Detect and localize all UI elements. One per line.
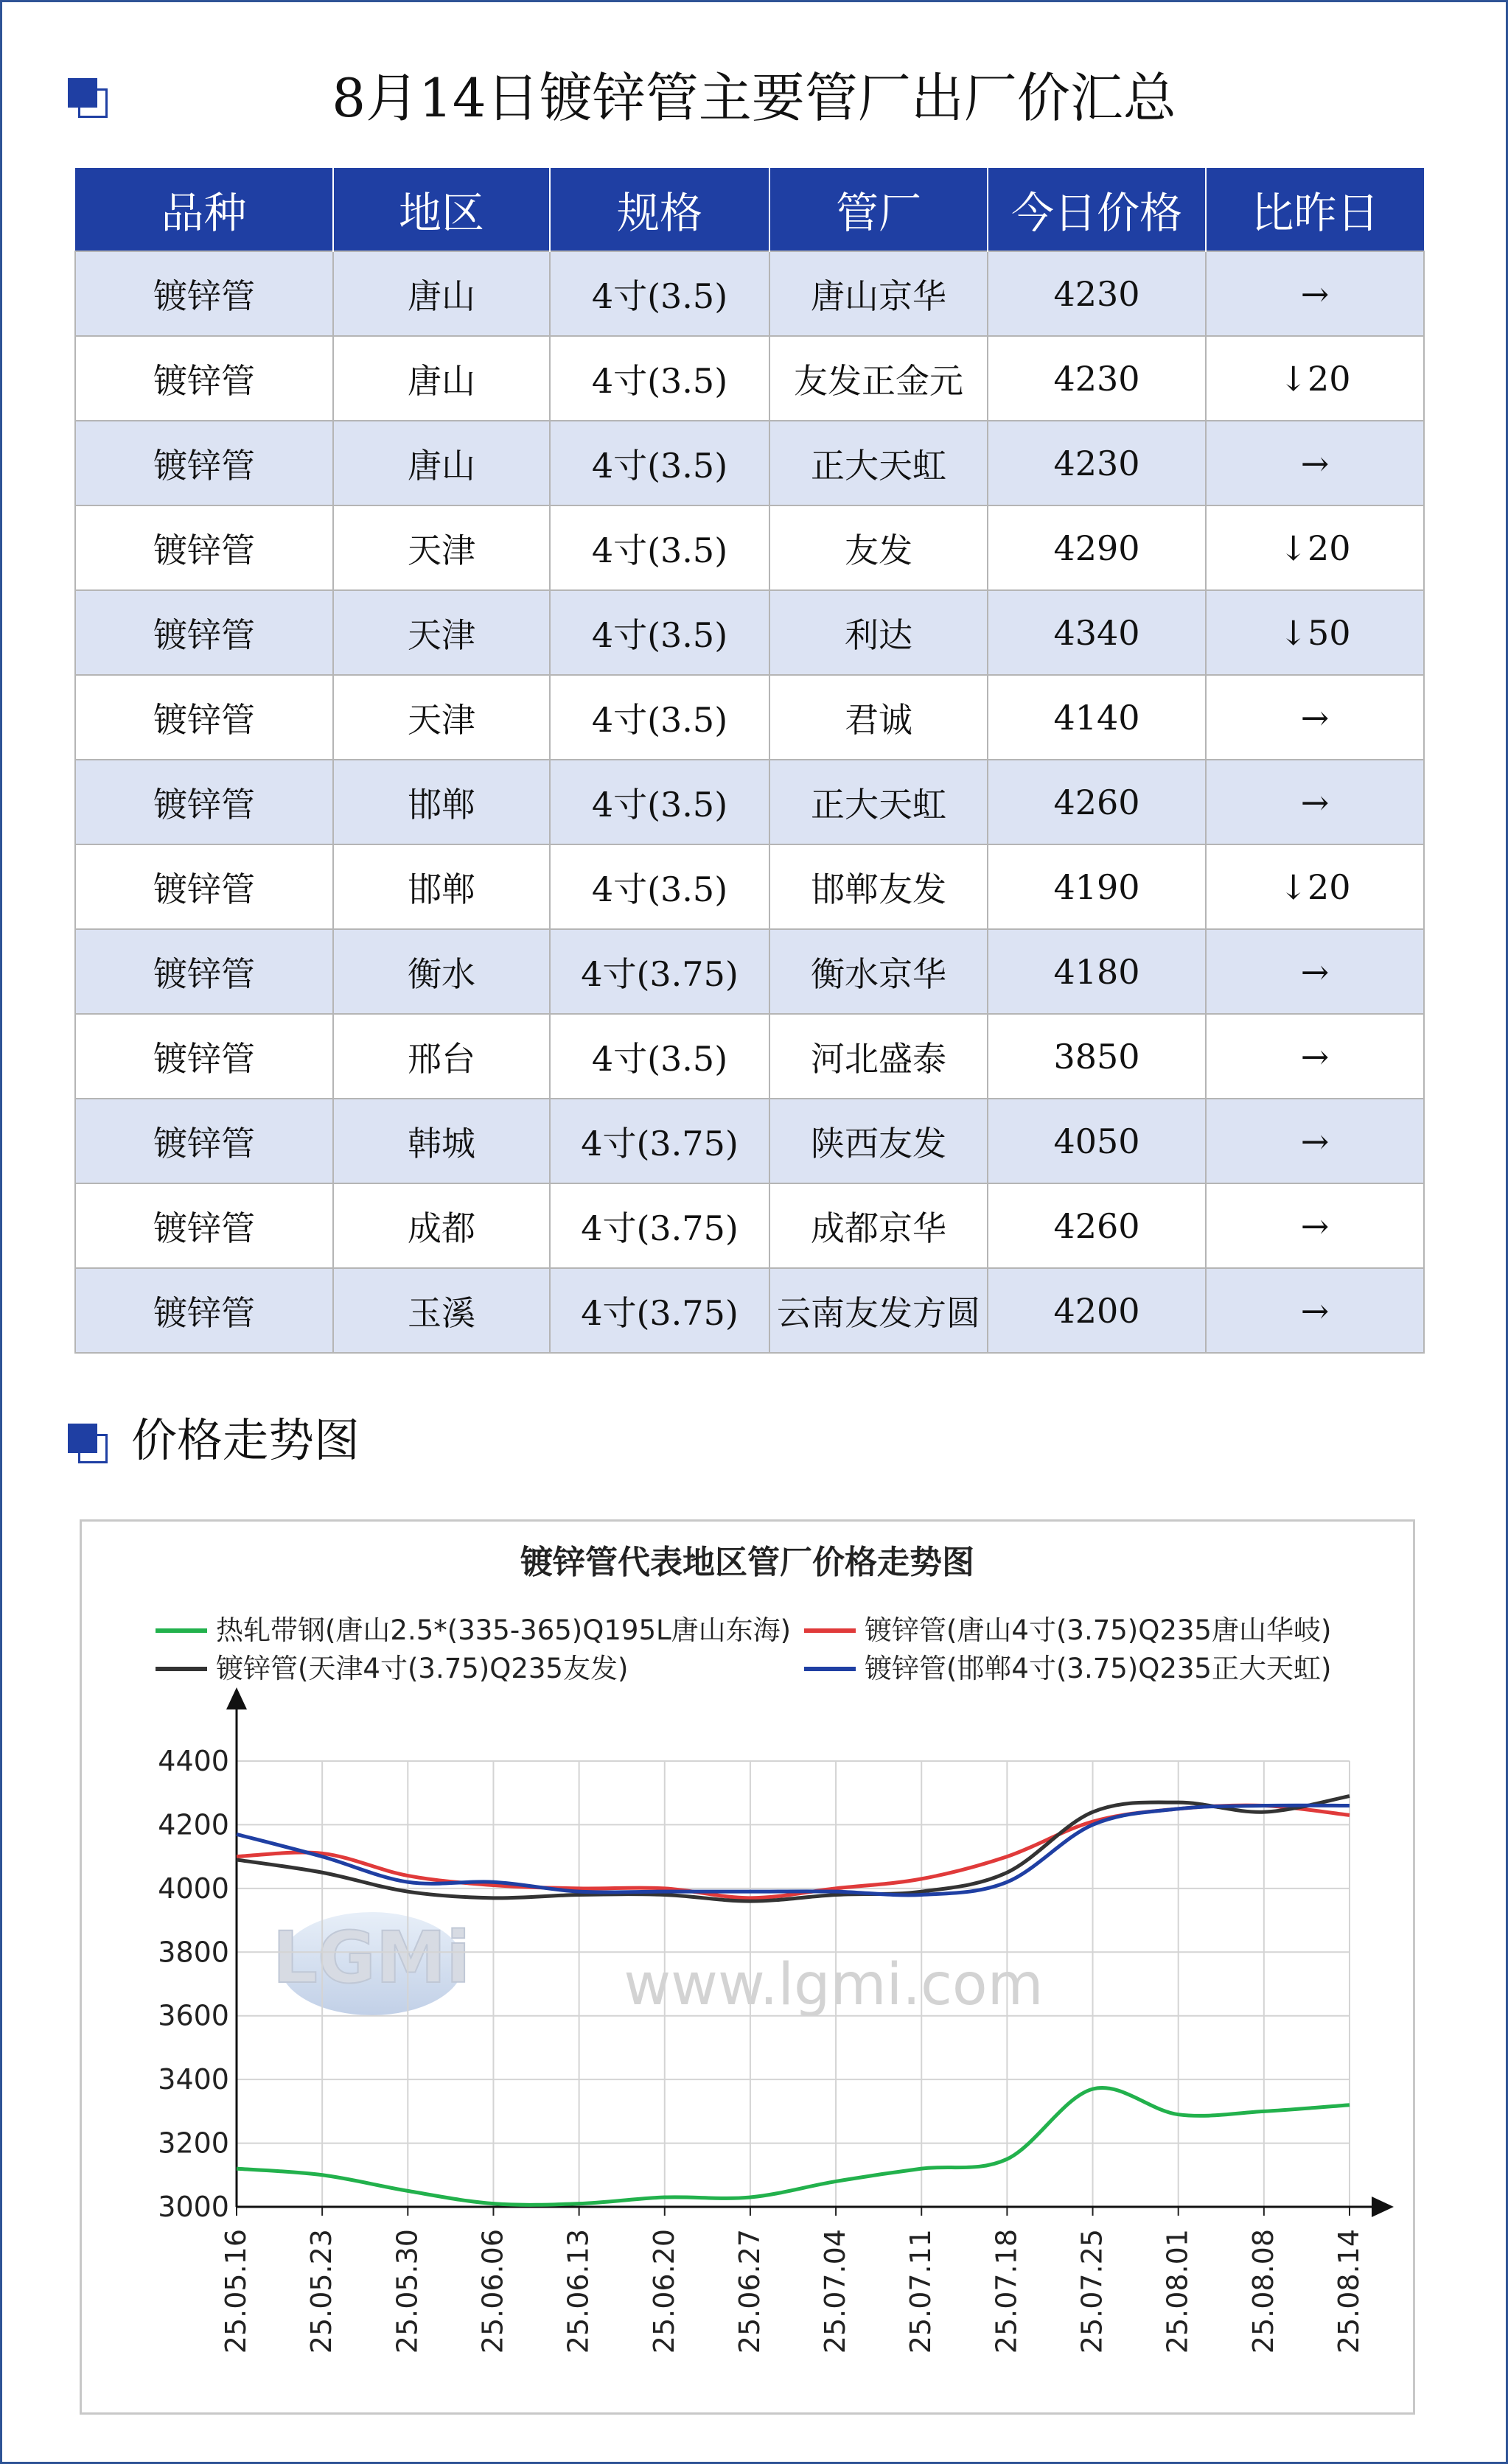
cell-variety: 镀锌管 — [75, 505, 333, 590]
legend-label: 热轧带钢(唐山2.5*(335-365)Q195L唐山东海) — [216, 1614, 792, 1646]
cell-change: ↓50 — [1206, 590, 1424, 675]
legend-label: 镀锌管(邯郸4寸(3.75)Q235正大天虹) — [865, 1653, 1332, 1684]
y-tick-label: 3000 — [158, 2191, 229, 2223]
data-point — [749, 1897, 752, 1900]
cell-region: 邢台 — [333, 1014, 550, 1099]
table-row — [75, 505, 1424, 590]
column-header-change: 比昨日 — [1206, 168, 1424, 251]
data-point — [1005, 1855, 1008, 1858]
data-point — [663, 1890, 666, 1893]
data-point — [1263, 1810, 1266, 1813]
data-point — [1005, 1871, 1008, 1874]
table-row — [75, 760, 1424, 844]
watermark-logo: LGMi — [272, 1917, 471, 1999]
data-point — [1092, 1823, 1095, 1826]
data-point — [1263, 1805, 1266, 1807]
x-tick-label: 25.06.20 — [647, 2229, 680, 2354]
series-line-3 — [237, 1805, 1350, 1895]
series-line-1 — [237, 1805, 1350, 1898]
x-tick-label: 25.07.04 — [819, 2229, 852, 2354]
legend-label: 镀锌管(唐山4寸(3.75)Q235唐山华岐) — [865, 1614, 1332, 1646]
data-point — [1348, 1813, 1351, 1816]
cell-variety: 镀锌管 — [75, 336, 333, 421]
cell-mill: 君诚 — [769, 675, 988, 760]
data-point — [321, 1855, 324, 1858]
chart-legend — [156, 1614, 1331, 1684]
x-tick-label: 25.08.14 — [1333, 2229, 1365, 2354]
cell-mill: 邯郸友发 — [769, 844, 988, 929]
cell-spec: 4寸(3.75) — [550, 929, 769, 1014]
cell-mill: 河北盛泰 — [769, 1014, 988, 1099]
cell-variety: 镀锌管 — [75, 1268, 333, 1353]
data-point — [235, 1855, 238, 1858]
cell-change: ↓20 — [1206, 505, 1424, 590]
y-axis-arrow-icon — [226, 1687, 247, 1709]
data-point — [749, 1890, 752, 1893]
series-line-2 — [237, 1796, 1350, 1902]
cell-price: 4340 — [988, 590, 1206, 675]
cell-price: 4230 — [988, 336, 1206, 421]
cell-change: → — [1206, 760, 1424, 844]
cell-spec: 4寸(3.5) — [550, 590, 769, 675]
data-point — [578, 2202, 581, 2205]
data-point — [749, 2196, 752, 2199]
cell-region: 成都 — [333, 1183, 550, 1268]
y-tick-label: 3400 — [158, 2063, 229, 2096]
x-tick-label: 25.07.25 — [1075, 2229, 1109, 2354]
cell-region: 唐山 — [333, 421, 550, 505]
cell-variety: 镀锌管 — [75, 844, 333, 929]
cell-spec: 4寸(3.5) — [550, 844, 769, 929]
x-tick-label: 25.06.06 — [476, 2229, 509, 2354]
column-header-variety: 品种 — [75, 168, 333, 251]
cell-mill: 友发正金元 — [769, 336, 988, 421]
data-point — [1092, 1810, 1095, 1813]
cell-spec: 4寸(3.5) — [550, 675, 769, 760]
data-point — [663, 1894, 666, 1897]
data-point — [492, 2202, 495, 2205]
series-line-0 — [237, 2087, 1350, 2205]
y-tick-label: 4200 — [158, 1808, 229, 1841]
cell-price: 4140 — [988, 675, 1206, 760]
table-row — [75, 1014, 1424, 1099]
data-point — [1092, 2087, 1095, 2090]
data-point — [1348, 1795, 1351, 1798]
data-point — [492, 1880, 495, 1883]
cell-variety: 镀锌管 — [75, 421, 333, 505]
cell-region: 天津 — [333, 590, 550, 675]
data-point — [1348, 2104, 1351, 2107]
cell-price: 4230 — [988, 421, 1206, 505]
y-tick-label: 4400 — [158, 1745, 229, 1777]
data-point — [321, 2174, 324, 2177]
table-row — [75, 929, 1424, 1014]
column-header-region: 地区 — [333, 168, 550, 251]
table-row — [75, 590, 1424, 675]
cell-change: → — [1206, 1268, 1424, 1353]
data-point — [834, 1890, 837, 1893]
cell-mill: 正大天虹 — [769, 760, 988, 844]
column-header-spec: 规格 — [550, 168, 769, 251]
cell-region: 玉溪 — [333, 1268, 550, 1353]
cell-spec: 4寸(3.75) — [550, 1099, 769, 1183]
cell-variety: 镀锌管 — [75, 251, 333, 336]
trend-chart — [82, 1522, 1413, 2412]
data-point — [578, 1894, 581, 1897]
data-point — [920, 1890, 923, 1893]
cell-price: 4260 — [988, 1183, 1206, 1268]
cell-mill: 衡水京华 — [769, 929, 988, 1014]
legend-label: 镀锌管(天津4寸(3.75)Q235友发) — [216, 1653, 629, 1684]
table-row — [75, 1099, 1424, 1183]
cell-spec: 4寸(3.5) — [550, 336, 769, 421]
cell-variety: 镀锌管 — [75, 760, 333, 844]
table-row — [75, 336, 1424, 421]
chart-ticks — [158, 1745, 1365, 2353]
data-point — [1005, 2157, 1008, 2160]
x-tick-label: 25.07.18 — [990, 2229, 1023, 2354]
data-point — [1177, 1801, 1180, 1804]
data-point — [406, 2189, 409, 2192]
cell-mill: 成都京华 — [769, 1183, 988, 1268]
x-tick-label: 25.06.27 — [733, 2229, 766, 2354]
table-row — [75, 675, 1424, 760]
cell-change: → — [1206, 421, 1424, 505]
data-point — [1177, 1807, 1180, 1810]
cell-mill: 利达 — [769, 590, 988, 675]
cell-variety: 镀锌管 — [75, 1099, 333, 1183]
data-point — [578, 1887, 581, 1890]
cell-region: 天津 — [333, 505, 550, 590]
cell-mill: 云南友发方圆 — [769, 1268, 988, 1353]
cell-change: → — [1206, 675, 1424, 760]
page-title: 8月14日镀锌管主要管厂出厂价汇总 — [332, 67, 1176, 129]
cell-mill: 友发 — [769, 505, 988, 590]
cell-spec: 4寸(3.75) — [550, 1268, 769, 1353]
cell-mill: 唐山京华 — [769, 251, 988, 336]
table-row — [75, 844, 1424, 929]
trend-chart-panel — [80, 1519, 1415, 2415]
cell-variety: 镀锌管 — [75, 675, 333, 760]
cell-region: 韩城 — [333, 1099, 550, 1183]
trend-section-title: 价格走势图 — [131, 1413, 360, 1467]
data-point — [235, 1858, 238, 1861]
cell-spec: 4寸(3.5) — [550, 421, 769, 505]
cell-region: 唐山 — [333, 336, 550, 421]
cell-spec: 4寸(3.5) — [550, 505, 769, 590]
cell-change: → — [1206, 1014, 1424, 1099]
data-point — [321, 1871, 324, 1874]
x-axis-arrow-icon — [1372, 2197, 1394, 2217]
column-header-price: 今日价格 — [988, 168, 1206, 251]
table-row — [75, 421, 1424, 505]
x-tick-label: 25.05.23 — [305, 2229, 338, 2354]
cell-change: → — [1206, 929, 1424, 1014]
data-point — [235, 1833, 238, 1835]
cell-mill: 正大天虹 — [769, 421, 988, 505]
cell-price: 4190 — [988, 844, 1206, 929]
y-tick-label: 3800 — [158, 1936, 229, 1969]
y-tick-label: 3200 — [158, 2127, 229, 2160]
data-point — [1263, 2110, 1266, 2113]
cell-spec: 4寸(3.5) — [550, 1014, 769, 1099]
cell-variety: 镀锌管 — [75, 929, 333, 1014]
data-point — [920, 1877, 923, 1880]
cell-region: 天津 — [333, 675, 550, 760]
data-point — [406, 1890, 409, 1893]
data-point — [406, 1880, 409, 1883]
data-point — [492, 1897, 495, 1900]
cell-price: 4200 — [988, 1268, 1206, 1353]
data-point — [1005, 1880, 1008, 1883]
data-point — [834, 1894, 837, 1897]
y-tick-label: 3600 — [158, 1999, 229, 2032]
column-header-mill: 管厂 — [769, 168, 988, 251]
cell-region: 邯郸 — [333, 844, 550, 929]
cell-change: → — [1206, 251, 1424, 336]
cell-mill: 陕西友发 — [769, 1099, 988, 1183]
x-tick-label: 25.08.08 — [1246, 2229, 1280, 2354]
x-tick-label: 25.08.01 — [1161, 2229, 1194, 2354]
cell-variety: 镀锌管 — [75, 1014, 333, 1099]
cell-price: 4180 — [988, 929, 1206, 1014]
x-tick-label: 25.05.30 — [391, 2229, 424, 2354]
data-point — [406, 1875, 409, 1877]
data-point — [834, 2180, 837, 2183]
cell-price: 4230 — [988, 251, 1206, 336]
cell-change: ↓20 — [1206, 336, 1424, 421]
cell-price: 3850 — [988, 1014, 1206, 1099]
watermark-url: www.lgmi.com — [624, 1952, 1044, 2018]
data-point — [663, 2196, 666, 2199]
section-square-icon — [68, 1424, 108, 1463]
watermark — [273, 1912, 1044, 2018]
cell-price: 4050 — [988, 1099, 1206, 1183]
data-point — [663, 1887, 666, 1890]
data-point — [920, 1894, 923, 1897]
table-header-row — [75, 168, 1424, 251]
cell-region: 唐山 — [333, 251, 550, 336]
cell-change: → — [1206, 1099, 1424, 1183]
data-point — [920, 2167, 923, 2170]
cell-region: 衡水 — [333, 929, 550, 1014]
data-point — [749, 1900, 752, 1903]
x-tick-label: 25.07.11 — [904, 2229, 938, 2354]
cell-spec: 4寸(3.5) — [550, 251, 769, 336]
data-point — [235, 2167, 238, 2170]
cell-price: 4290 — [988, 505, 1206, 590]
data-point — [1177, 2113, 1180, 2116]
data-point — [578, 1890, 581, 1893]
chart-title: 镀锌管代表地区管厂价格走势图 — [520, 1544, 974, 1581]
y-tick-label: 4000 — [158, 1872, 229, 1905]
data-point — [834, 1887, 837, 1890]
table-row — [75, 1183, 1424, 1268]
table-row — [75, 1268, 1424, 1353]
cell-price: 4260 — [988, 760, 1206, 844]
x-tick-label: 25.05.16 — [220, 2229, 252, 2354]
cell-spec: 4寸(3.75) — [550, 1183, 769, 1268]
data-point — [1348, 1805, 1351, 1807]
x-tick-label: 25.06.13 — [562, 2229, 595, 2354]
data-point — [492, 1884, 495, 1887]
cell-change: ↓20 — [1206, 844, 1424, 929]
cell-change: → — [1206, 1183, 1424, 1268]
cell-spec: 4寸(3.5) — [550, 760, 769, 844]
price-table — [74, 168, 1425, 1354]
cell-variety: 镀锌管 — [75, 1183, 333, 1268]
cell-variety: 镀锌管 — [75, 590, 333, 675]
table-row — [75, 251, 1424, 336]
cell-region: 邯郸 — [333, 760, 550, 844]
